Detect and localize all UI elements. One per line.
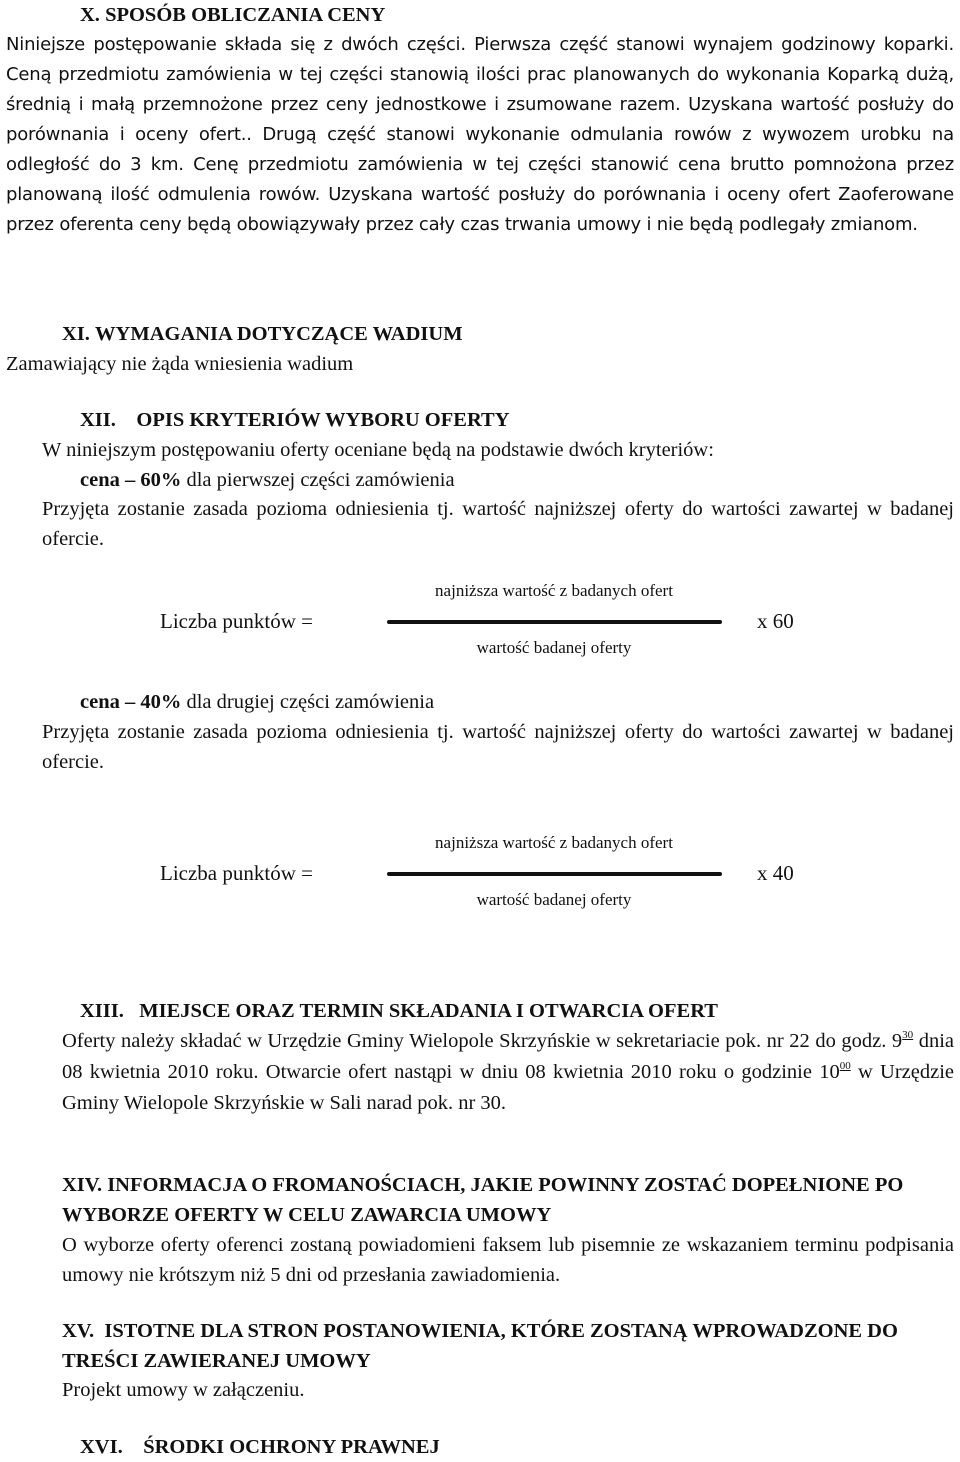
- section-number: X.: [80, 4, 100, 26]
- paragraph-text: Zamawiający nie żąda wniesienia wadium: [6, 353, 354, 375]
- paragraph-text: Zaoferowane przez oferenta ceny będą obowiązywały przez cały czas trwania umowy i nie będą podlegały zmianom.: [6, 184, 954, 235]
- section-xv-body: Projekt umowy w załączeniu.: [62, 1379, 305, 1401]
- criterion-weight: cena – 40%: [80, 691, 182, 713]
- criterion-weight: cena – 60%: [80, 469, 182, 491]
- section-x-heading: [80, 0, 385, 30]
- section-title: SPOSÓB OBLICZANIA CENY: [105, 4, 386, 26]
- section-number: XIV.: [62, 1174, 103, 1196]
- section-xiv-heading: [62, 1170, 954, 1230]
- section-number: XII.: [80, 409, 116, 431]
- time-minutes-superscript: 30: [902, 1029, 914, 1041]
- criterion-1-description: Przyjęta zostanie zasada pozioma odniesienia tj. wartość najniższej oferty do wartości zawartej w badanej ofercie.: [42, 498, 954, 550]
- section-number: XIII.: [80, 1000, 124, 1022]
- section-xv-heading: [62, 1316, 954, 1376]
- scoring-formula-1: [0, 576, 960, 666]
- section-xiii-body: Oferty należy składać w Urzędzie Gminy Wielopole Skrzyńskie w sekretariacie pok. nr 22 do godz. $9^{30}$ dnia 08 kwietnia 2010 roku. Otwarcie ofert nastąpi w dniu 08 kwietnia 2010 roku o godzinie $10^{00}$ w Urzędzie Gminy Wielopole Skrzyńskie w Sali narad pok. nr 30.: [62, 1029, 954, 1114]
- section-title: INFORMACJA O FROMANOŚCIACH, JAKIE POWINNY ZOSTAĆ DOPEŁNIONE PO WYBORZE OFERTY W CELU ZAWARCIA UMOWY: [62, 1174, 904, 1226]
- section-title: OPIS KRYTERIÓW WYBORU OFERTY: [136, 409, 510, 431]
- section-xiv-body: O wyborze oferty oferenci zostaną powiadomieni faksem lub pisemnie ze wskazaniem terminu podpisania umowy nie krótszym niż 5 dni od przesłania zawiadomienia.: [62, 1234, 954, 1286]
- paragraph-text: Uzyskana wartość posłuży do porównania i oceny ofert..: [6, 94, 954, 145]
- section-number: XVI.: [80, 1436, 123, 1458]
- paragraph-text: Niniejsze postępowanie składa się z dwóch części. Pierwsza część stanowi wynajem godzinowy koparki. Ceną przedmiotu zamówienia w tej części stanowią ilości prac planowanych do wykonania Koparką dużą, średnią i małą przemnożone przez ceny jednostkowe i zsumowane razem.: [6, 34, 954, 115]
- formula-numerator: najniższa wartość z badanych ofert: [435, 581, 673, 600]
- formula-denominator: wartość badanej oferty: [476, 638, 632, 657]
- criterion-2-label: cena – 40% dla drugiej części zamówienia: [80, 691, 435, 713]
- section-xi-body: [6, 349, 353, 379]
- section-number: XV.: [62, 1320, 95, 1342]
- section-xiii-heading: [80, 996, 718, 1026]
- formula-multiplier: x 40: [757, 861, 794, 885]
- section-title: ŚRODKI OCHRONY PRAWNEJ: [143, 1436, 440, 1458]
- formula-lhs: Liczba punktów =: [160, 861, 313, 885]
- criterion-2-description: Przyjęta zostanie zasada pozioma odniesienia tj. wartość najniższej oferty do wartości zawartej w badanej ofercie.: [42, 721, 954, 773]
- criterion-1-label: cena – 60% dla pierwszej części zamówienia: [80, 469, 455, 491]
- fraction-bar: [387, 620, 722, 624]
- section-xvi-heading: [80, 1432, 440, 1462]
- criteria-intro: W niniejszym postępowaniu oferty oceniane będą na podstawie dwóch kryteriów:: [42, 439, 714, 461]
- scoring-formula-2: [0, 828, 960, 918]
- section-title: WYMAGANIA DOTYCZĄCE WADIUM: [95, 323, 463, 345]
- paragraph-text: Cenę przedmiotu zamówienia w tej części stanowić cena brutto pomnożona przez planowaną ilość odmulenia rowów.: [6, 154, 955, 205]
- formula-denominator: wartość badanej oferty: [476, 890, 632, 909]
- paragraph-text: Uzyskana wartość posłuży do porównania i oceny ofert: [328, 184, 831, 205]
- section-title: MIEJSCE ORAZ TERMIN SKŁADANIA I OTWARCIA OFERT: [139, 1000, 718, 1022]
- section-number: XI.: [62, 323, 90, 345]
- section-xi-heading: [62, 319, 463, 349]
- section-title: ISTOTNE DLA STRON POSTANOWIENIA, KTÓRE ZOSTANĄ WPROWADZONE DO TREŚCI ZAWIERANEJ UMOWY: [62, 1320, 898, 1372]
- section-xii-heading: [80, 405, 510, 435]
- paragraph-text: Drugą część stanowi wykonanie odmulania rowów z wywozem urobku na odległość do 3 km.: [6, 124, 954, 175]
- time-minutes-superscript: 00: [839, 1060, 851, 1072]
- formula-lhs: Liczba punktów =: [160, 609, 313, 633]
- section-x-body: [6, 30, 954, 240]
- fraction-bar: [387, 872, 722, 876]
- formula-multiplier: x 60: [757, 609, 794, 633]
- formula-numerator: najniższa wartość z badanych ofert: [435, 833, 673, 852]
